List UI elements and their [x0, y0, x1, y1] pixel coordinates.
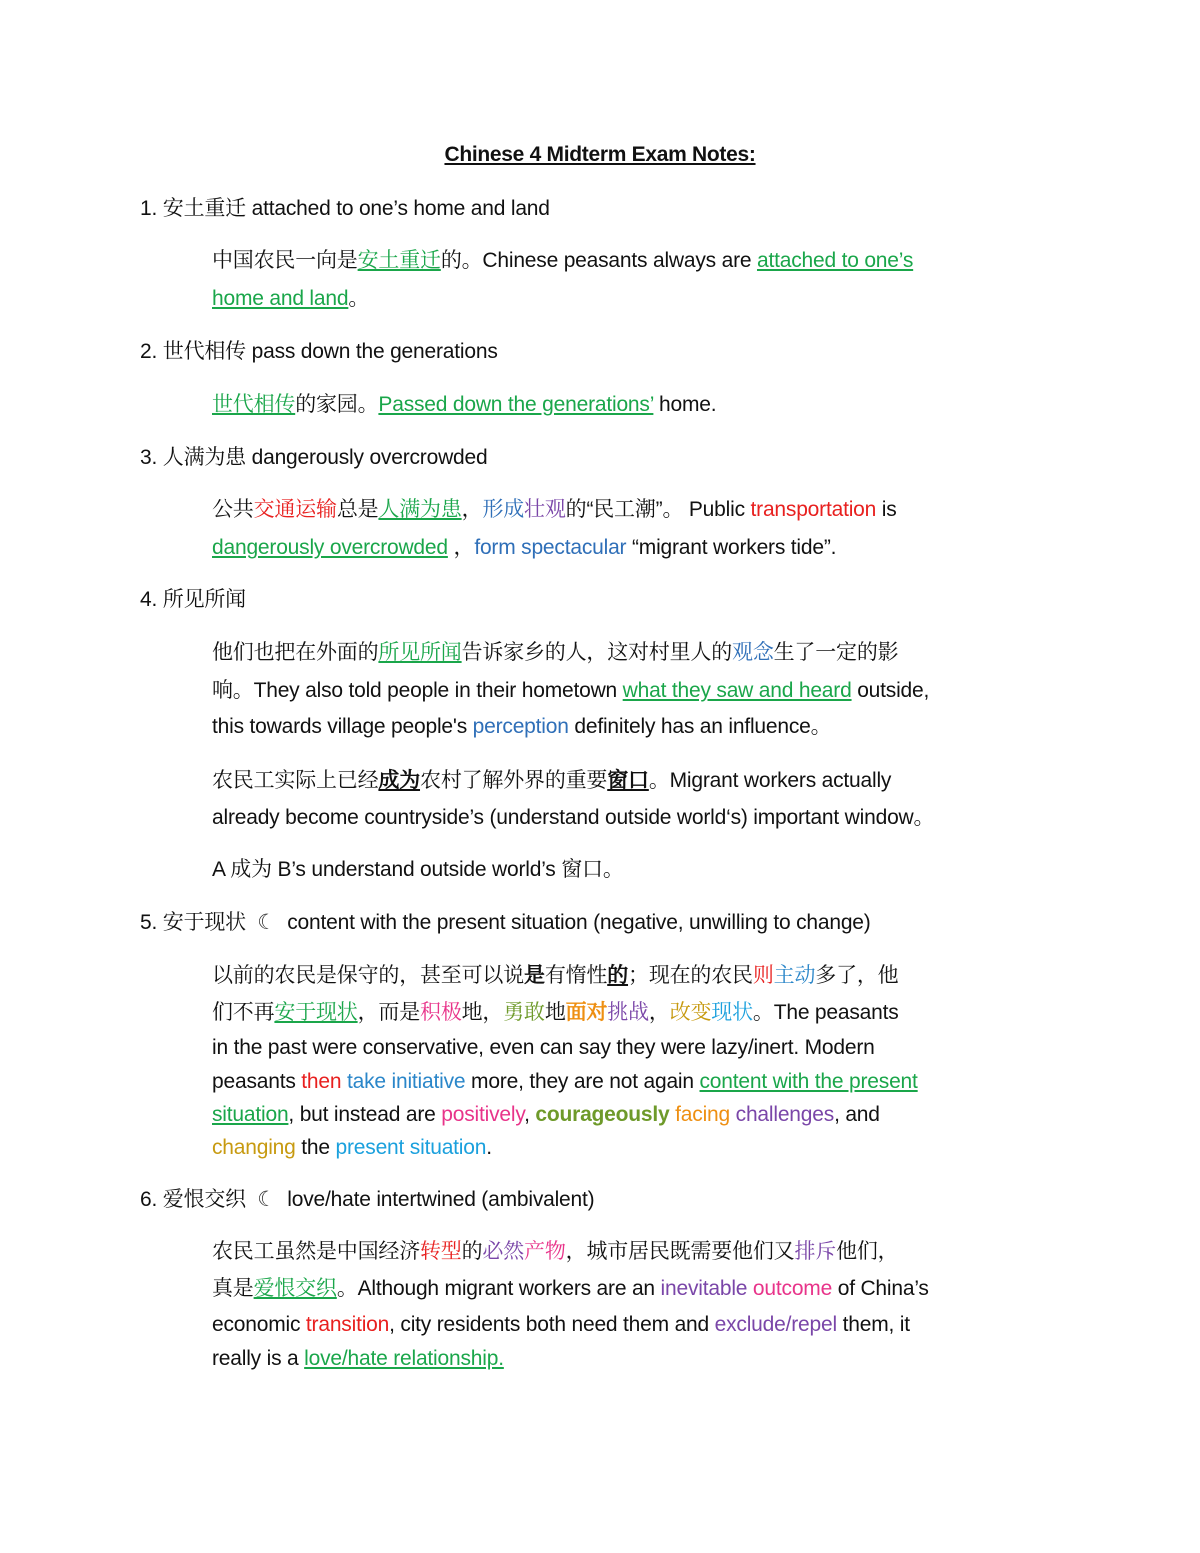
section-6-example-line-2 — [212, 1274, 929, 1304]
highlight-word: 成为 — [378, 769, 421, 792]
section-4-example-1-line-2 — [212, 676, 929, 706]
text-span: 告诉家乡的人，这对村里人的 — [461, 641, 733, 664]
highlight-word: changing — [212, 1136, 296, 1159]
highlight-word: facing — [675, 1103, 730, 1126]
section-4-example-1-line-3 — [212, 712, 831, 742]
highlight-word: transition — [305, 1313, 390, 1336]
term-gloss: love/hate intertwined (ambivalent) — [287, 1188, 595, 1211]
text-span: , — [524, 1103, 536, 1126]
text-span: 中国农民一向是 — [212, 249, 358, 272]
section-1-heading — [140, 194, 550, 224]
text-span: 农民工实际上已经 — [212, 769, 379, 792]
highlight-word: 转型 — [420, 1240, 462, 1263]
section-number: 4. — [140, 588, 158, 611]
section-number: 1. — [140, 197, 158, 220]
section-number: 2. — [140, 340, 158, 363]
section-5-example-line-1 — [212, 961, 898, 991]
text-span: home. — [653, 393, 717, 416]
text-span: more, they are not again — [465, 1070, 700, 1093]
highlight-word: present situation — [335, 1136, 487, 1159]
highlight-term: 安土重迁 — [357, 249, 441, 272]
text-span: really is a — [212, 1347, 305, 1370]
highlight-translation: situation — [212, 1103, 289, 1126]
text-span: 他们也把在外面的 — [212, 641, 379, 664]
section-5-heading — [140, 908, 871, 938]
text-span: 总是 — [336, 498, 379, 521]
text-span: 公共 — [212, 498, 254, 521]
text-span: ；现在的农民 — [628, 964, 753, 987]
section-2-heading — [140, 337, 498, 367]
term-gloss: pass down the generations — [251, 340, 498, 363]
highlight-word: 排斥 — [794, 1240, 837, 1263]
text-span: 。Migrant workers actually — [648, 769, 892, 792]
term: 人满为患 — [162, 446, 246, 469]
section-number: 3. — [140, 446, 158, 469]
highlight-term: 人满为患 — [378, 498, 462, 521]
highlight-word: courageously — [535, 1103, 670, 1126]
highlight-word: 改变 — [669, 1001, 712, 1024]
text-span: ， — [648, 1001, 670, 1024]
text-span: , city residents both need them and — [389, 1313, 715, 1336]
section-1-example-line-1 — [212, 246, 913, 276]
highlight-translation: love/hate relationship. — [304, 1347, 504, 1370]
text-span: 。Although migrant workers are an — [336, 1277, 661, 1300]
section-2-example-line-1 — [212, 390, 716, 420]
highlight-word: 则 — [752, 964, 774, 987]
text-span: , and — [834, 1103, 880, 1126]
highlight-term: 所见所闻 — [378, 641, 462, 664]
text-span: 生了一定的影 — [773, 641, 899, 664]
section-6-example-line-4 — [212, 1344, 504, 1374]
highlight-word: 主动 — [773, 964, 816, 987]
text-span: the — [295, 1136, 336, 1159]
section-5-example-line-2 — [212, 998, 899, 1028]
moon-icon: ☾ — [257, 1188, 276, 1211]
highlight-translation: home and land — [212, 287, 349, 310]
highlight-translation: what they saw and heard — [622, 679, 852, 702]
text-span: peasants — [212, 1070, 302, 1093]
text-span: 的。Chinese peasants always are — [440, 249, 757, 272]
section-4-example-3: A 成为 B’s understand outside world’s 窗口。 — [212, 858, 624, 881]
text-span: 们不再 — [212, 1001, 275, 1024]
highlight-translation: Passed down the generations’ — [378, 393, 654, 416]
section-6-example-line-1 — [212, 1237, 898, 1267]
text-span: already become countryside’s (understand outside world‘s) important window。 — [212, 806, 935, 829]
highlight-word: 形成 — [482, 498, 525, 521]
text-span: 。 — [348, 287, 370, 310]
text-span: economic — [212, 1313, 306, 1336]
section-4-example-2-line-2 — [212, 803, 934, 833]
text-span: of China’s — [832, 1277, 929, 1300]
term: 爱恨交织 — [162, 1188, 246, 1211]
section-number: 6. — [140, 1188, 158, 1211]
section-number: 5. — [140, 911, 158, 934]
term: 所见所闻 — [162, 588, 246, 611]
highlight-word: 的 — [607, 964, 629, 987]
term: 安土重迁 — [162, 197, 246, 220]
highlight-word: 交通运输 — [253, 498, 337, 521]
section-6-heading — [140, 1185, 594, 1215]
highlight-word: 观念 — [732, 641, 774, 664]
highlight-word: positively — [441, 1103, 525, 1126]
term: 世代相传 — [162, 340, 246, 363]
highlight-word: exclude/repel — [714, 1313, 837, 1336]
section-4-example-2-line-1 — [212, 766, 891, 796]
highlight-word: 壮观 — [524, 498, 566, 521]
section-1-example-line-2 — [212, 284, 369, 314]
highlight-word: challenges — [735, 1103, 835, 1126]
section-6-example-line-3 — [212, 1310, 910, 1340]
text-span: 响。They also told people in their hometown — [212, 679, 623, 702]
highlight-word: 产物 — [524, 1240, 566, 1263]
section-5-example-line-5 — [212, 1100, 880, 1130]
text-span: is — [876, 498, 897, 521]
highlight-word: 窗口 — [607, 769, 649, 792]
text-span: 的“民工潮”。 Public — [565, 498, 751, 521]
highlight-word: 是 — [524, 964, 545, 987]
text-span: ，城市居民既需要他们又 — [565, 1240, 795, 1263]
highlight-word: inevitable — [660, 1277, 748, 1300]
text-span: this towards village people's — [212, 715, 473, 738]
text-span: 。The peasants — [752, 1001, 899, 1024]
term-gloss: content with the present situation (negative, unwilling to change) — [287, 911, 871, 934]
highlight-word: then — [301, 1070, 342, 1093]
highlight-word: take initiative — [346, 1070, 466, 1093]
text-span: “migrant workers tide”. — [626, 536, 837, 559]
highlight-translation: content with the present — [699, 1070, 918, 1093]
highlight-word: 现状 — [711, 1001, 753, 1024]
text-span: 的 — [461, 1240, 483, 1263]
highlight-word: 挑战 — [607, 1001, 649, 1024]
highlight-word: form spectacular — [474, 536, 627, 559]
text-span: ， — [461, 498, 483, 521]
section-3-heading — [140, 443, 487, 473]
section-5-example-line-6 — [212, 1133, 492, 1163]
text-span: ，而是 — [357, 1001, 421, 1024]
term-gloss: dangerously overcrowded — [251, 446, 488, 469]
highlight-word: 积极 — [420, 1001, 462, 1024]
text-span: in the past were conservative, even can say they were lazy/inert. Modern — [212, 1036, 875, 1059]
text-span: 农民工虽然是中国经济 — [212, 1240, 420, 1263]
text-span: 他们， — [836, 1240, 899, 1263]
page-title: Chinese 4 Midterm Exam Notes: — [444, 143, 756, 166]
section-3-example-line-1 — [212, 495, 897, 525]
highlight-word: 勇敢 — [503, 1001, 545, 1024]
highlight-word: perception — [472, 715, 569, 738]
text-span: . — [486, 1136, 492, 1159]
highlight-translation: attached to one’s — [756, 249, 914, 272]
section-5-example-line-3 — [212, 1033, 875, 1063]
text-span: ， — [447, 536, 475, 559]
highlight-term: 世代相传 — [212, 393, 296, 416]
text-span: , but instead are — [288, 1103, 442, 1126]
text-span: 地， — [461, 1001, 504, 1024]
term: 安于现状 — [162, 911, 246, 934]
text-span: outside, — [851, 679, 930, 702]
moon-icon: ☾ — [257, 911, 276, 934]
highlight-term: 安于现状 — [274, 1001, 358, 1024]
text-span: 有惰性 — [544, 964, 608, 987]
highlight-word: outcome — [752, 1277, 833, 1300]
text-span: them, it — [836, 1313, 910, 1336]
text-span: 真是 — [212, 1277, 254, 1300]
text-span: 地 — [544, 1001, 566, 1024]
section-3-example-line-2 — [212, 533, 836, 563]
text-span: 的家园。 — [295, 393, 379, 416]
section-4-heading — [140, 585, 246, 615]
text-span: definitely has an influence。 — [568, 715, 832, 738]
text-span: 多了，他 — [815, 964, 899, 987]
section-5-example-line-4 — [212, 1067, 918, 1097]
highlight-word: 面对 — [565, 1001, 608, 1024]
text-span: 以前的农民是保守的，甚至可以说 — [212, 964, 524, 987]
text-span: 农村了解外界的重要 — [420, 769, 608, 792]
section-4-example-1-line-1 — [212, 638, 898, 668]
highlight-word: 必然 — [482, 1240, 525, 1263]
highlight-translation: dangerously overcrowded — [212, 536, 448, 559]
highlight-term: 爱恨交织 — [253, 1277, 337, 1300]
highlight-word: transportation — [750, 498, 877, 521]
term-gloss: attached to one’s home and land — [251, 197, 550, 220]
